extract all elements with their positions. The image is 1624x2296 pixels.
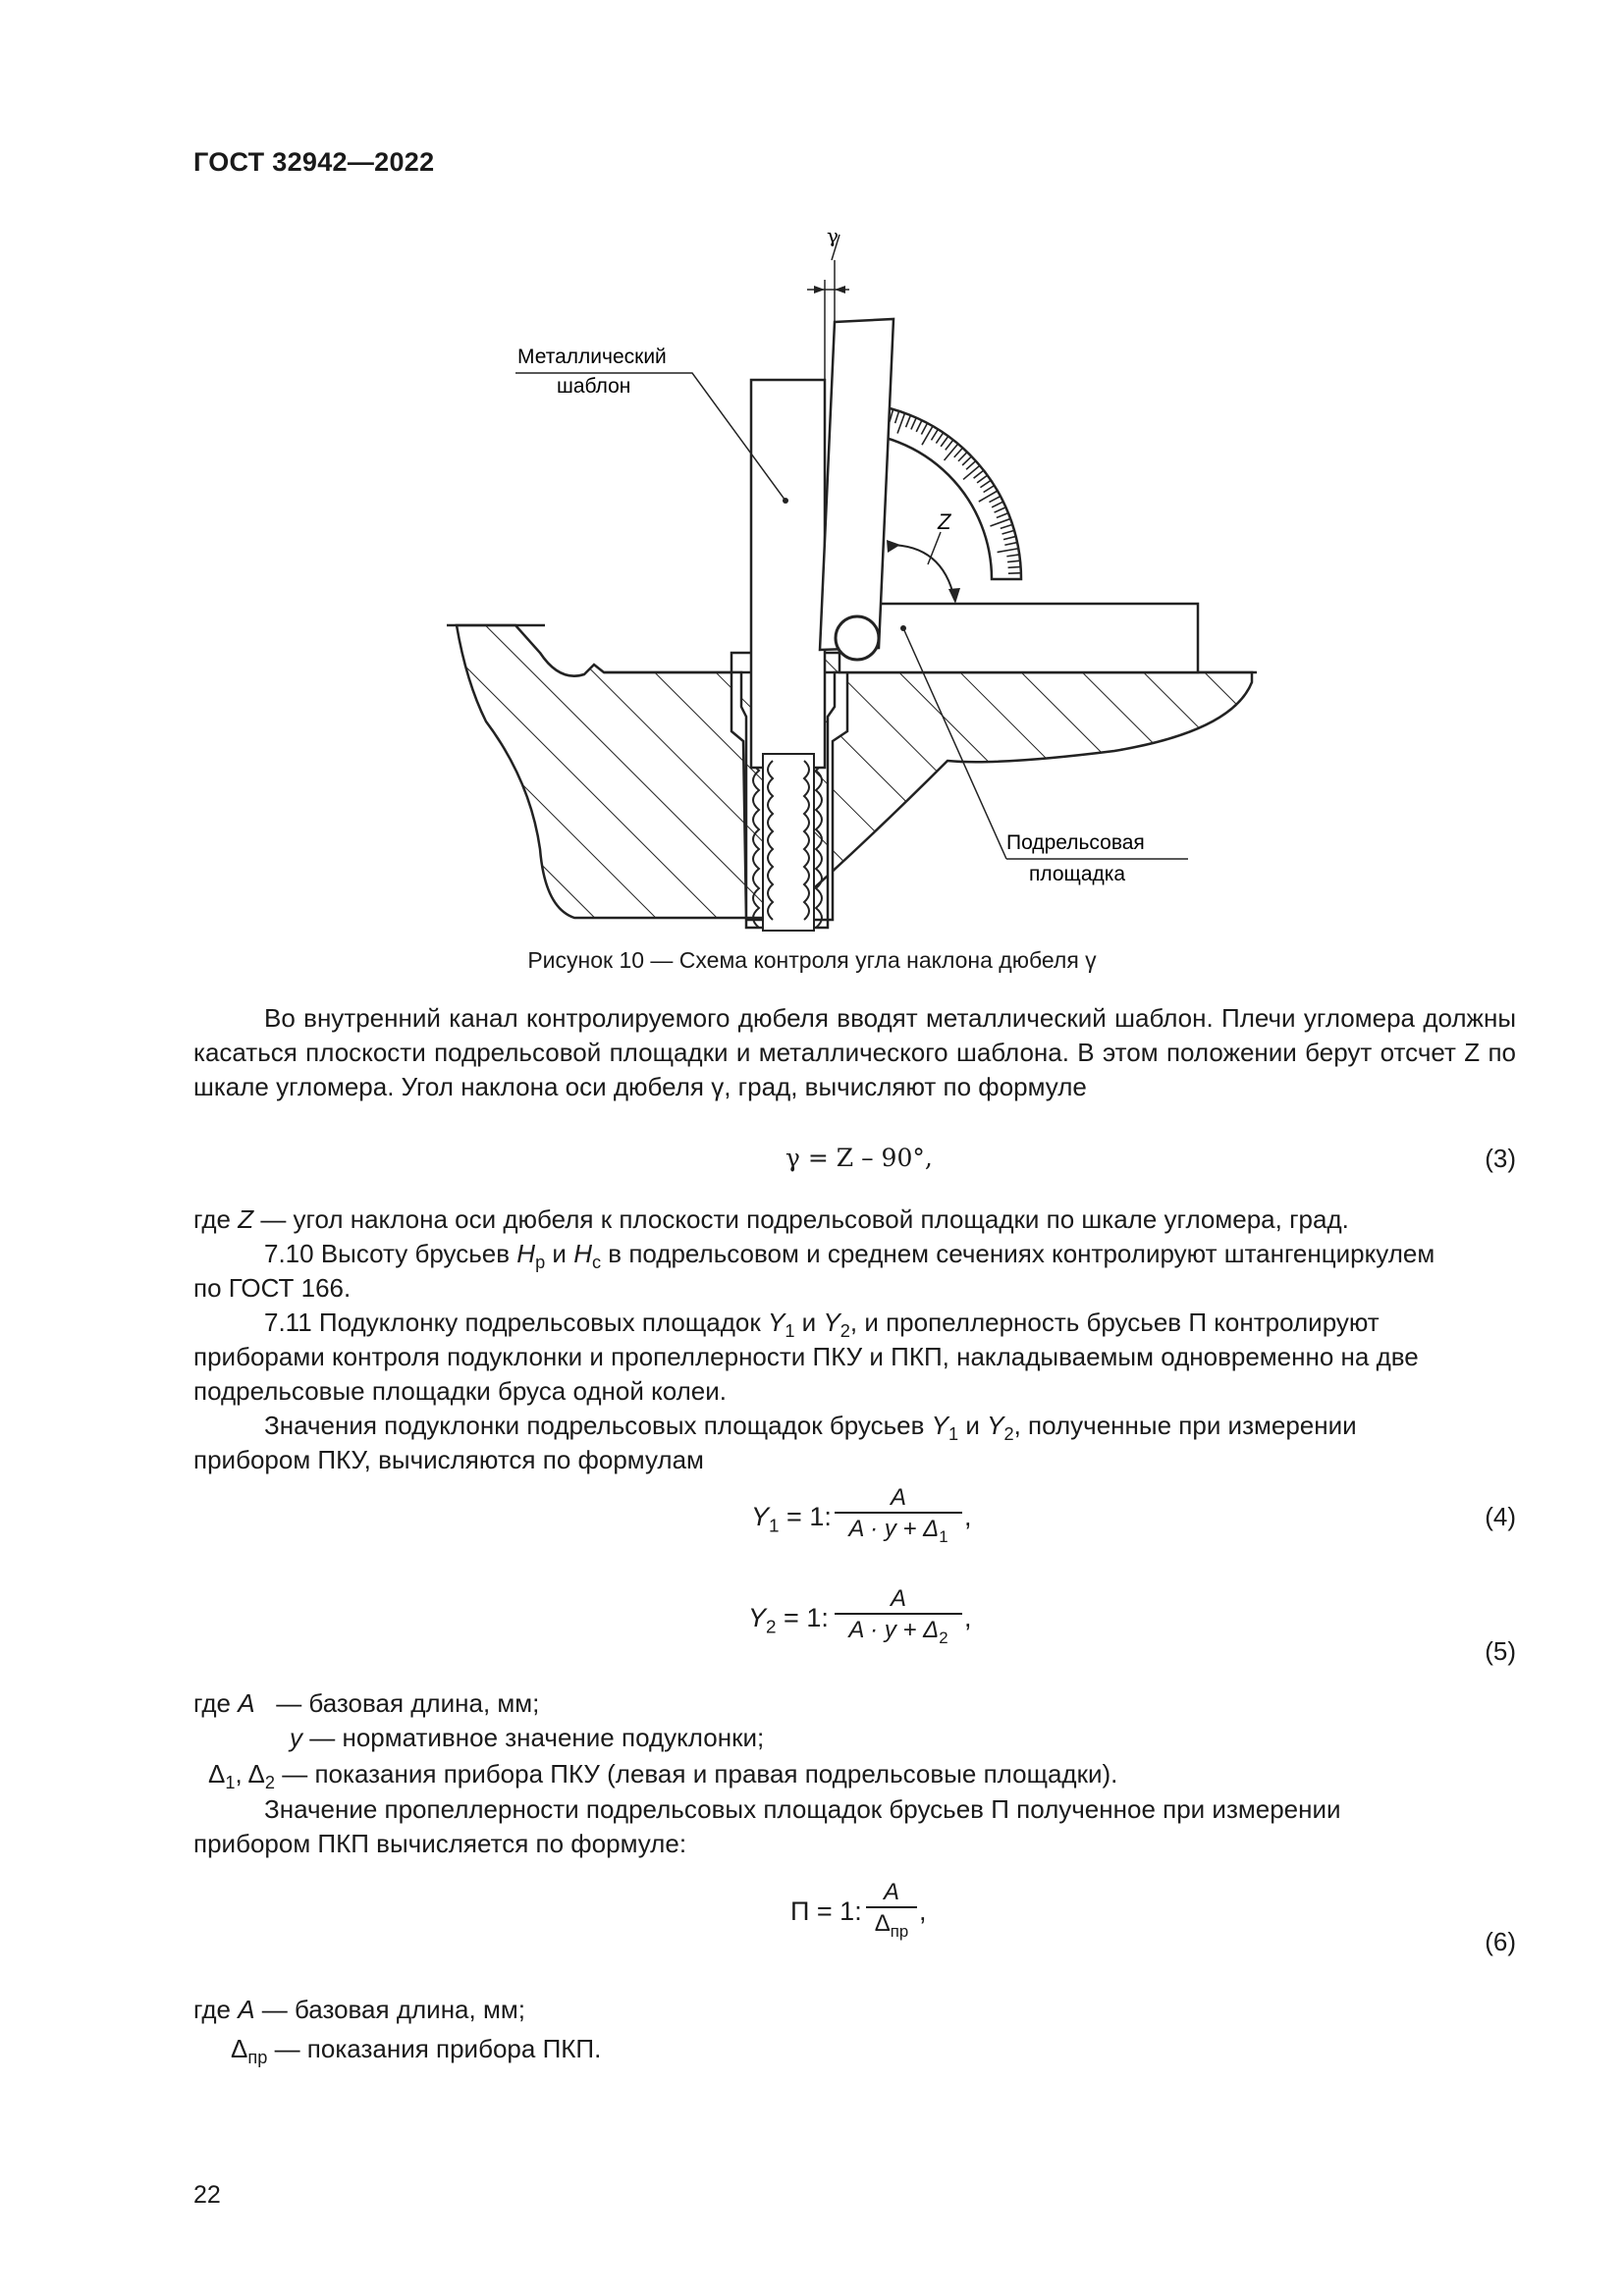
template-label: Металлический xyxy=(517,346,667,368)
equation-6: П = 1: xyxy=(790,1896,862,1926)
section-7-10: 7.10 Высоту брусьев $H_р$ и $H_с$ в подрельсовом и среднем сечениях контролируют штангенциркулем xyxy=(264,1239,1435,1273)
equation-6-fraction: A $\Delta_{пр}$ xyxy=(866,1879,917,1942)
equation-5: $Y_2 = 1$: xyxy=(748,1603,829,1638)
angle-z-label: Z xyxy=(938,509,951,534)
paragraph-intro: Во внутренний канал контролируемого дюбеля вводят металлический шаблон. Плечи угломера должны касаться плоскости подрельсовой площадки и металлического шаблона. В этом положении берут отсчет Z по шкале угломера. Угол наклона оси дюбеля γ, град, вычисляют по формуле xyxy=(193,1003,1516,1101)
goniometer-base-arm xyxy=(839,604,1198,672)
where-delta-line: $\Delta_1$, $\Delta_2$ — показания прибора ПКУ (левая и правая подрельсовые площадки). xyxy=(208,1759,1118,1793)
section-7-11-line2: приборами контроля подуклонки и пропеллерности ПКУ и ПКП, накладываемым одновременно на две xyxy=(193,1342,1419,1371)
figure-10-diagram xyxy=(447,221,1272,937)
page-number: 22 xyxy=(193,2181,221,2209)
metal-template xyxy=(751,380,825,768)
propeller-paragraph: Значение пропеллерности подрельсовых площадок брусьев П полученное при измерении xyxy=(264,1794,1341,1824)
where3-delta-line: $\Delta_{пр}$ — показания прибора ПКП. xyxy=(231,2034,602,2068)
values-paragraph: Значения подуклонки подрельсовых площадок брусьев $Y_1$ и $Y_2$, полученные при измерении xyxy=(264,1411,1357,1445)
goniometer-pivot xyxy=(836,616,879,660)
equation-6-number: (6) xyxy=(1485,1927,1516,1956)
document-header: ГОСТ 32942—2022 xyxy=(193,147,435,177)
pad-label-2: площадка xyxy=(1029,863,1126,885)
scale-tick xyxy=(1008,566,1021,567)
equation-5-fraction: $\frac{A}{A \cdot y + \Delta_2}$ xyxy=(835,1585,962,1648)
figure-caption: Рисунок 10 — Схема контроля угла наклона дюбеля γ xyxy=(527,947,1097,973)
section-7-10-line2: по ГОСТ 166. xyxy=(193,1273,352,1303)
template-label-2: шаблон xyxy=(557,375,631,398)
equation-3-number: (3) xyxy=(1485,1144,1516,1173)
equation-4: $Y_1 = 1$: xyxy=(751,1502,832,1537)
where3-a-line: где A — базовая длина, мм; xyxy=(193,1995,525,2024)
equation-5-comma: , xyxy=(964,1603,972,1632)
section-7-11: 7.11 Подуклонку подрельсовых площадок $Y_1$ и $Y_2$, и пропеллерность брусьев П контролируют xyxy=(264,1308,1380,1342)
equation-4-number: (4) xyxy=(1485,1502,1516,1531)
equation-4-comma: , xyxy=(964,1502,972,1531)
where-a-line: где A — базовая длина, мм; xyxy=(193,1688,540,1718)
equation-3: γ = Z – 90°, xyxy=(785,1144,933,1172)
where-y-line: y — нормативное значение подуклонки; xyxy=(290,1723,765,1752)
propeller-paragraph-line2: прибором ПКП вычисляется по формуле: xyxy=(193,1829,687,1858)
goniometer-tilted-arm xyxy=(820,319,893,650)
equation-5-number: (5) xyxy=(1485,1636,1516,1666)
pad-label: Подрельсовая xyxy=(1006,831,1145,854)
values-paragraph-line2: прибором ПКУ, вычисляются по формулам xyxy=(193,1445,704,1474)
section-7-11-line3: подрельсовые площадки бруса одной колеи. xyxy=(193,1376,728,1406)
angle-z-arc xyxy=(889,545,954,599)
equation-6-comma: , xyxy=(919,1896,927,1926)
equation-4-fraction: $\frac{A}{A \cdot y + \Delta_1}$ xyxy=(835,1484,962,1547)
gamma-label: γ xyxy=(827,224,839,247)
where-z-line: где Z — угол наклона оси дюбеля к плоскости подрельсовой площадки по шкале угломера, град. xyxy=(193,1204,1349,1234)
